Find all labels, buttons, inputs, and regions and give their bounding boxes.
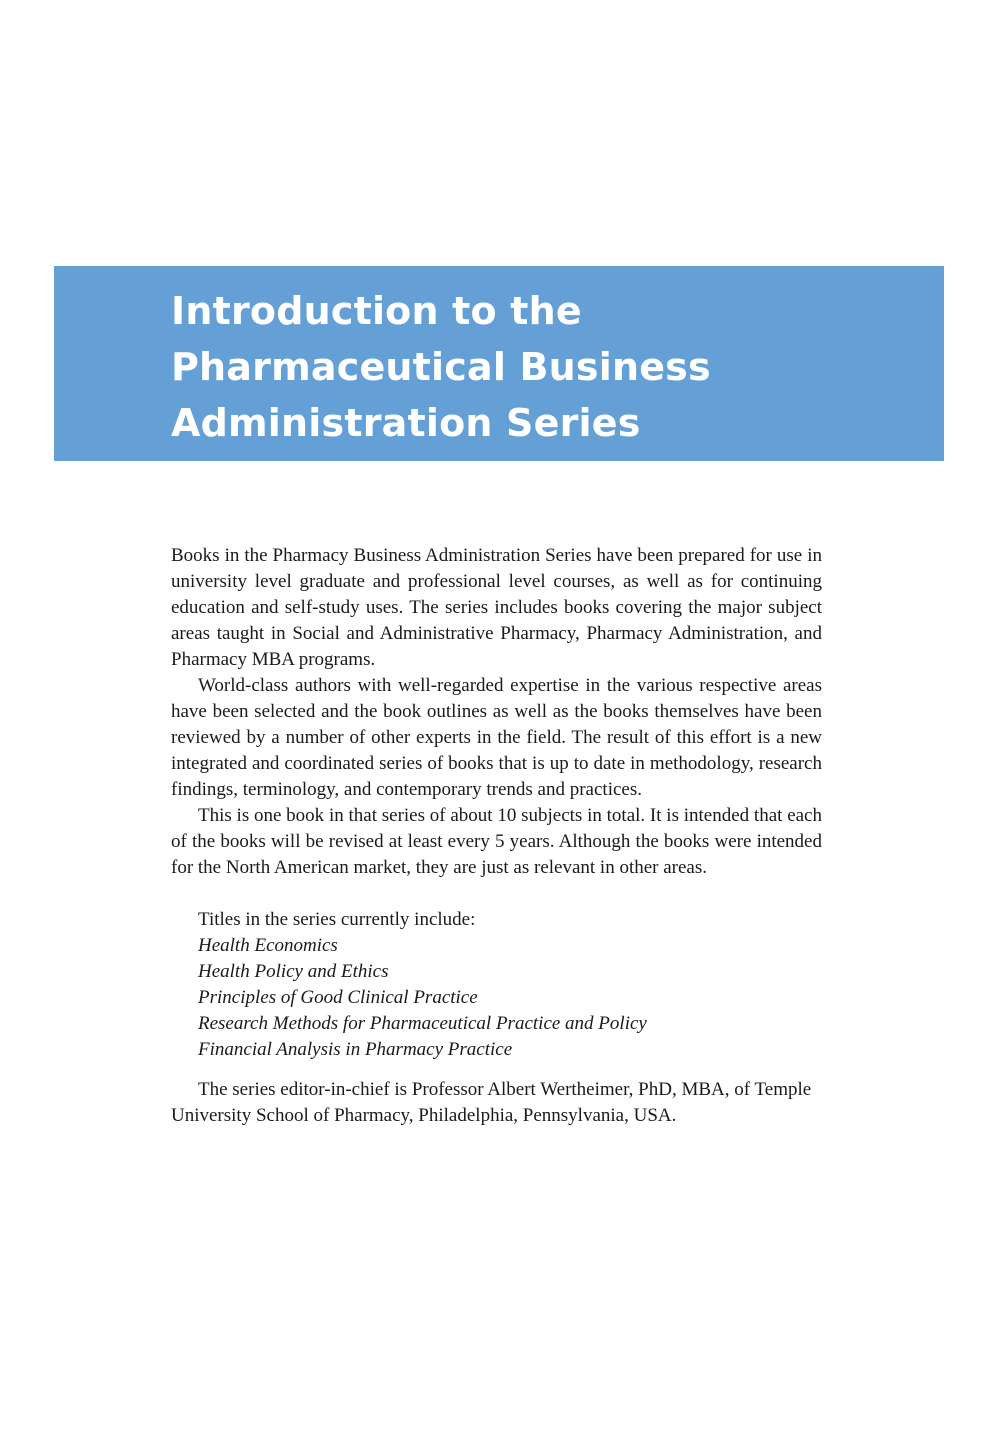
body-text (171, 543, 822, 1129)
series-titles-list (171, 907, 822, 1063)
title-band (54, 266, 944, 461)
series-title-item: Principles of Good Clinical Practice (198, 987, 478, 1008)
page-title-line-2: Pharmaceutical Business (171, 345, 711, 389)
paragraph-series-purpose: Books in the Pharmacy Business Administration Series have been prepared for use in university level graduate and professional level courses, as well as for continuing education and self-study uses. The series includes books covering the major subject areas taught in Social and Administrative Pharmacy, Pharmacy Administration, and Pharmacy MBA programs. (171, 545, 822, 670)
page-title-line-3: Administration Series (171, 401, 641, 445)
page-title (171, 283, 711, 451)
paragraph-revisions: This is one book in that series of about 10 subjects in total. It is intended that each of the books will be revised at least every 5 years. Although the books were intended for the North American market, they are just as relevant in other areas. (171, 805, 822, 878)
series-titles-intro: Titles in the series currently include: (198, 909, 476, 930)
series-title-item: Health Policy and Ethics (198, 961, 389, 982)
series-title-item: Research Methods for Pharmaceutical Practice and Policy (198, 1013, 647, 1034)
paragraph-editor: The series editor-in-chief is Professor Albert Wertheimer, PhD, MBA, of Temple University School of Pharmacy, Philadelphia, Pennsylvania, USA. (171, 1079, 812, 1126)
series-title-item: Financial Analysis in Pharmacy Practice (198, 1039, 513, 1060)
page-title-line-1: Introduction to the (171, 289, 582, 333)
paragraph-authors: World-class authors with well-regarded expertise in the various respective areas have been selected and the book outlines as well as the books themselves have been reviewed by a number of other experts in the field. The result of this effort is a new integrated and coordinated series of books that is up to date in methodology, research findings, terminology, and contemporary trends and practices. (171, 675, 822, 800)
series-title-item: Health Economics (198, 935, 338, 956)
